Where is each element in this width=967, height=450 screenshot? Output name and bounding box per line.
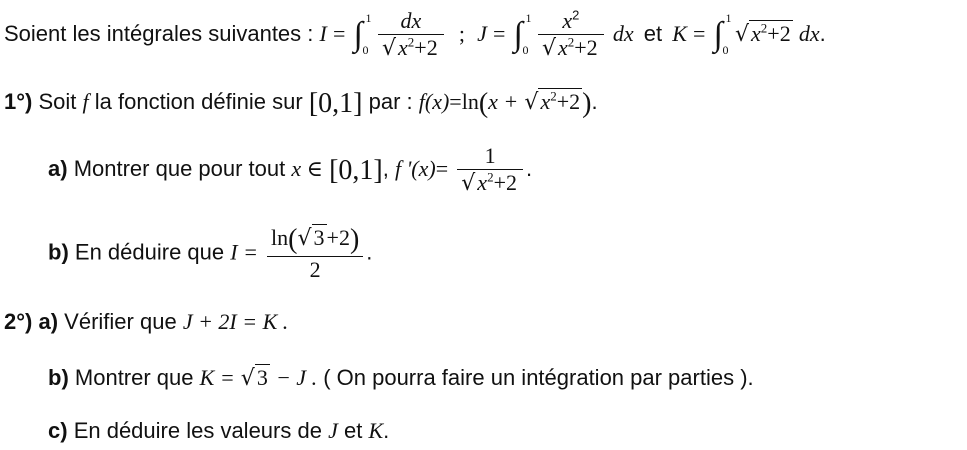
relation-formula: J + 2I = K . (182, 309, 289, 334)
var-x: x (562, 8, 573, 33)
question-1-label: 1°) (4, 89, 33, 114)
function-f: f (82, 89, 89, 114)
question-2b-text: Montrer que (74, 365, 194, 390)
et-word: et (643, 20, 663, 46)
integral-sign-I: ∫ 1 0 (353, 11, 372, 57)
plus-two: +2 (556, 89, 581, 114)
question-2a-text: Vérifier que (64, 309, 177, 334)
plus-two: +2 (414, 35, 438, 60)
dx: dx (612, 20, 634, 46)
var-x: x (540, 89, 551, 114)
separator: ; (458, 20, 465, 46)
question-1b (48, 226, 372, 281)
derivative-denominator (457, 170, 523, 195)
sqrt-three: √3 (240, 365, 268, 391)
plus-two: +2 (574, 35, 598, 60)
question-2c (48, 420, 389, 442)
I-equals: I = (230, 239, 258, 265)
J-name: J (328, 418, 338, 443)
integral-J-name: J (477, 20, 487, 46)
sqrt-expression: $√x^2+2$ (461, 169, 517, 196)
et-word: et (343, 418, 363, 443)
sqrt-three: √3 (297, 225, 325, 251)
exponent: 2 (760, 20, 768, 36)
exponent: 2 (487, 169, 494, 185)
question-1-text-2: la fonction définie sur (94, 89, 303, 114)
plus-two: +2 (326, 225, 350, 250)
var-x: x (558, 35, 568, 60)
ln-function: ln (271, 225, 289, 250)
question-1-text: Soit (38, 89, 77, 114)
period: . (383, 418, 390, 443)
x-plus: x + (488, 89, 519, 114)
exponent: 2 (567, 34, 575, 50)
equals-sign: = (693, 20, 706, 46)
sqrt-expression: $√x^2+2$ (541, 34, 598, 61)
derivative-numerator: 1 (457, 145, 523, 170)
equals-sign: = (492, 20, 506, 46)
upper-bound: 1 (365, 11, 372, 25)
exponent: 2 (407, 34, 415, 50)
question-1b-label: b) (48, 239, 69, 265)
question-1: 1°) Soit f la fonction définie sur [0,1] par : $f(x)=\ln(x + √x^2+2)$. (4, 88, 598, 119)
integrand-J (538, 7, 604, 61)
question-2c-text: En déduire les valeurs de (73, 418, 322, 443)
period: . (591, 89, 598, 114)
lower-bound: 0 (722, 43, 729, 57)
integrand-J-numerator (538, 7, 604, 35)
interval: [0,1] (329, 154, 383, 186)
question-1b-text: En déduire que (74, 239, 225, 265)
lower-bound: 0 (362, 43, 369, 57)
I-value-numerator: ln(√3+2) (267, 226, 363, 257)
plus-two: +2 (493, 170, 517, 195)
open-paren: ( (478, 88, 489, 119)
integral-sign-K: ∫ 1 0 (713, 11, 732, 57)
comma: , (382, 155, 389, 181)
exponent: 2 (550, 88, 557, 104)
period: . (366, 239, 373, 265)
upper-bound: 1 (525, 11, 532, 25)
integrand-I-denominator (378, 35, 444, 60)
question-2a-label: 2°) a) (4, 309, 59, 334)
intro-line (4, 7, 826, 61)
question-1a-label: a) (48, 155, 68, 181)
dx: dx (798, 20, 820, 46)
integral-K-name: K (672, 20, 687, 46)
I-value-fraction (267, 226, 363, 281)
equals-sign: = (332, 20, 346, 46)
lower-bound: 0 (522, 43, 529, 57)
question-1a: a) Montrer que pour tout x ∈ [0,1], f '(x)= $\frac{1}{√x^2+2}$ . (48, 143, 533, 196)
question-2b (48, 367, 754, 390)
intro-text: Soient les intégrales suivantes : (4, 20, 314, 46)
var-x: x (398, 35, 408, 60)
period: . (525, 155, 533, 181)
integrand-I (378, 10, 444, 60)
sqrt-expression: $√x^2+2$ (735, 20, 791, 47)
question-2a (4, 311, 288, 333)
var-x: x (477, 170, 488, 195)
question-1a-text: Montrer que pour tout (73, 155, 286, 181)
question-2c-label: c) (48, 418, 68, 443)
I-value-denominator: 2 (309, 257, 321, 282)
upper-bound: 1 (725, 11, 732, 25)
interval: [0,1] (308, 88, 363, 119)
par-word: par : (368, 89, 413, 114)
integral-sign-J: ∫ 1 0 (513, 11, 532, 57)
sqrt-expression: $√x^2+2$ (524, 88, 581, 115)
period: . (819, 20, 826, 46)
derivative-fraction (457, 145, 523, 195)
question-2b-label: b) (48, 365, 69, 390)
K-equals: K = (199, 365, 235, 390)
plus-two: +2 (767, 20, 791, 46)
integrand-J-denominator (538, 35, 604, 60)
integrand-I-numerator: dx (378, 10, 444, 35)
exponent: 2 (572, 7, 580, 23)
K-name: K (368, 418, 384, 443)
var-x: x (751, 20, 761, 46)
integral-I-name: I (319, 20, 327, 46)
f-of-x: f(x) (418, 89, 450, 114)
x-in: x ∈ (291, 155, 323, 181)
minus-J: − J . (275, 365, 318, 390)
f-prime-of-x: f '(x) (394, 155, 436, 181)
sqrt-expression: $√x^2+2$ (381, 34, 438, 61)
close-paren: ) (582, 88, 592, 119)
ln-function: ln (461, 89, 479, 114)
question-2b-hint: ( On pourra faire un intégration par parties ). (323, 365, 754, 390)
